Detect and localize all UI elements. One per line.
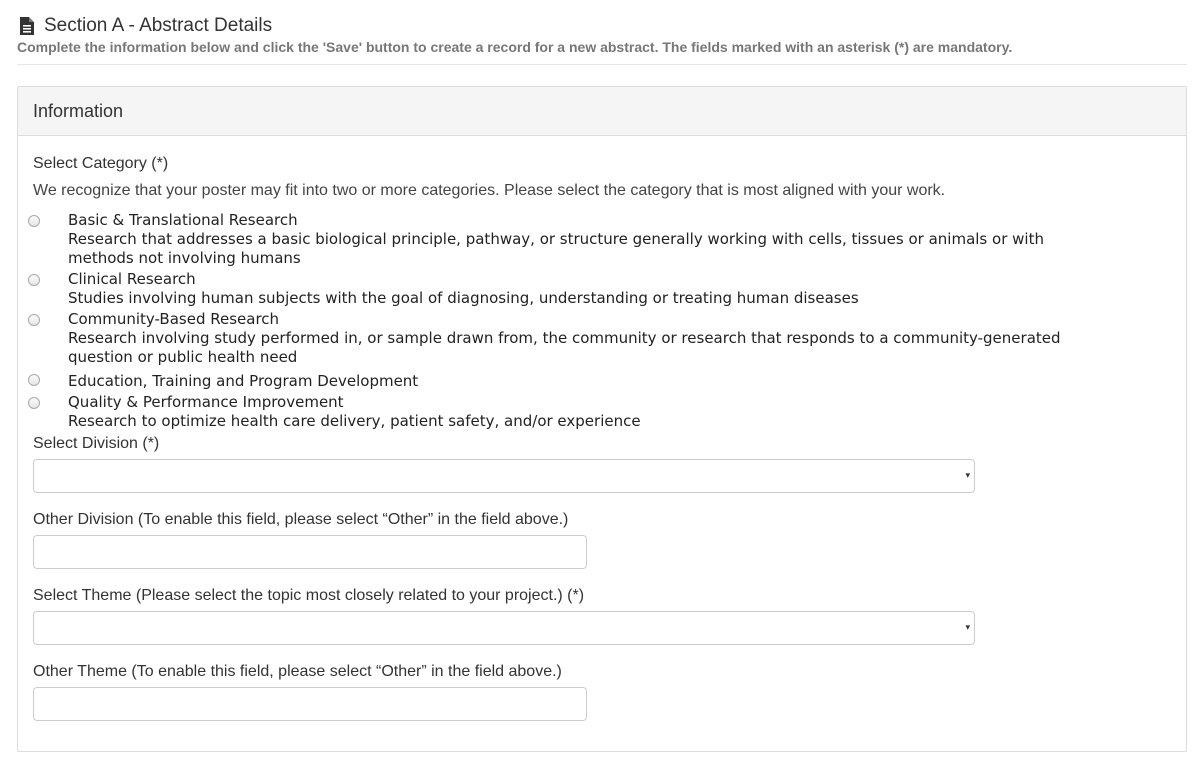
other-theme-input[interactable] — [33, 687, 587, 721]
option-description: Research that addresses a basic biological principle, pathway, or structure generally working with cells, tissues or animals or with methods not involving humans — [68, 230, 1044, 267]
division-label: Select Division (*) — [33, 435, 160, 452]
option-title: Clinical Research — [68, 270, 196, 288]
option-title: Basic & Translational Research — [68, 211, 298, 229]
option-description: Research to optimize health care delivery, patient safety, and/or experience — [68, 412, 641, 430]
option-description: Research involving study performed in, or sample drawn from, the community or research that responds to a community-generated question or public health need — [68, 329, 1061, 366]
option-description: Studies involving human subjects with the goal of diagnosing, understanding or treating human diseases — [68, 289, 859, 307]
chevron-down-icon: ▾ — [965, 470, 970, 480]
category-label: Select Category (*) — [33, 155, 169, 172]
header-divider — [17, 64, 1187, 65]
other-division-label: Other Division (To enable this field, please select “Other” in the field above.) — [33, 511, 569, 528]
theme-select[interactable] — [33, 611, 975, 645]
radio-button[interactable] — [28, 314, 40, 326]
radio-button[interactable] — [28, 374, 40, 386]
panel-heading — [18, 87, 1186, 136]
option-title: Quality & Performance Improvement — [68, 393, 344, 411]
section-instructions: Complete the information below and click the 'Save' button to create a record for a new abstract. The fields marked with an asterisk (*) are mandatory. — [17, 39, 1013, 55]
chevron-down-icon: ▾ — [965, 622, 970, 632]
section-header — [17, 14, 1187, 56]
radio-button[interactable] — [28, 397, 40, 409]
panel-title: Information — [33, 100, 124, 121]
section-title: Section A - Abstract Details — [44, 15, 273, 36]
category-help-text: We recognize that your poster may fit into two or more categories. Please select the category that is most aligned with your work. — [33, 182, 946, 199]
radio-button[interactable] — [28, 215, 40, 227]
document-icon — [17, 16, 37, 36]
radio-button[interactable] — [28, 274, 40, 286]
division-select[interactable] — [33, 459, 975, 493]
other-division-input[interactable] — [33, 535, 587, 569]
information-panel — [17, 86, 1187, 752]
theme-label: Select Theme (Please select the topic most closely related to your project.) (*) — [33, 587, 585, 604]
section-title-row — [17, 14, 1187, 38]
other-theme-label: Other Theme (To enable this field, please select “Other” in the field above.) — [33, 663, 562, 680]
option-title: Education, Training and Program Development — [68, 372, 419, 390]
option-title: Community-Based Research — [68, 310, 280, 328]
